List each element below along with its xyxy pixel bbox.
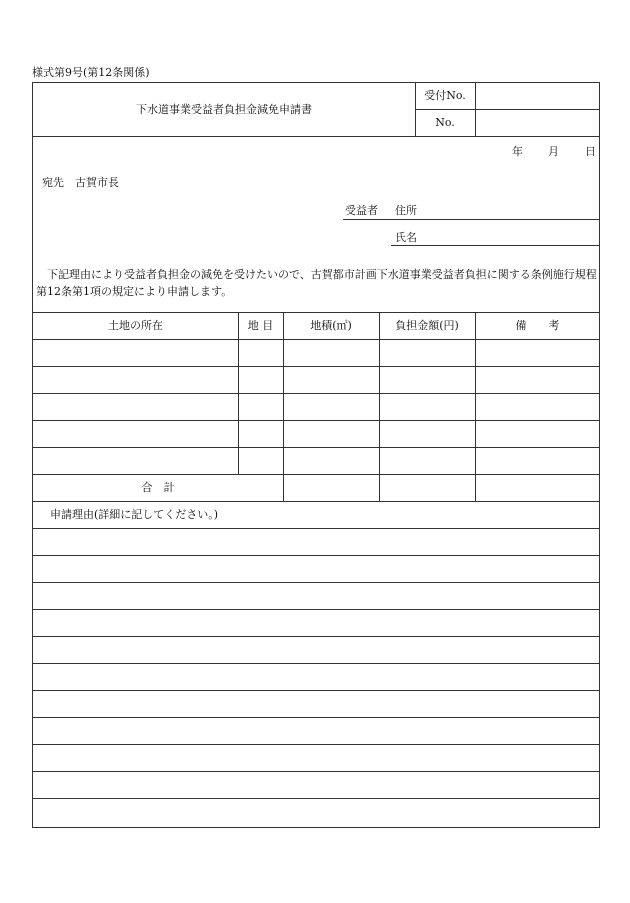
column-header-location: 土地の所在 [108, 319, 163, 332]
beneficiary-label: 受益者 [345, 204, 378, 217]
form-number: 様式第9号(第12条関係) [32, 66, 150, 79]
date-day-label: 日 [585, 145, 596, 158]
date-month-label: 月 [548, 145, 559, 158]
column-header-land-category: 地 目 [247, 319, 274, 332]
table-column-line [238, 312, 239, 474]
total-label: 合 計 [141, 481, 175, 494]
address-line[interactable] [343, 219, 600, 220]
application-statement: 下記理由により受益者負担金の減免を受けたいので、古賀都市計画下水道事業受益者負担に関する条例施行規程第12条第1項の規定により申請します。 [36, 268, 597, 298]
addressee: 宛先 古賀市長 [42, 176, 119, 189]
location-entry-area[interactable] [34, 340, 237, 473]
charge-entry-area[interactable] [380, 340, 474, 500]
column-header-area: 地積(㎡) [310, 319, 352, 332]
address-label: 住所 [395, 204, 417, 217]
remarks-entry-area[interactable] [476, 340, 599, 500]
date-year-label: 年 [512, 145, 523, 158]
receipt-no-label: 受付No. [424, 89, 466, 102]
table-top-line [33, 312, 600, 313]
application-form [32, 82, 600, 828]
form-title: 下水道事業受益者負担金減免申請書 [136, 103, 312, 116]
receipt-no-field[interactable] [476, 84, 599, 108]
name-line[interactable] [391, 245, 600, 246]
table-bottom-line [33, 501, 600, 502]
reason-entry-area[interactable] [34, 529, 599, 826]
column-header-charge-amount: 負担金額(円) [395, 319, 459, 332]
reason-label: 申請理由(詳細に記してください。) [50, 508, 219, 521]
section-divider [33, 136, 600, 137]
column-header-remarks: 備 考 [515, 319, 560, 332]
no-field[interactable] [476, 110, 599, 135]
area-entry-area[interactable] [284, 340, 378, 500]
name-label: 氏名 [395, 231, 417, 244]
no-label: No. [435, 116, 455, 129]
